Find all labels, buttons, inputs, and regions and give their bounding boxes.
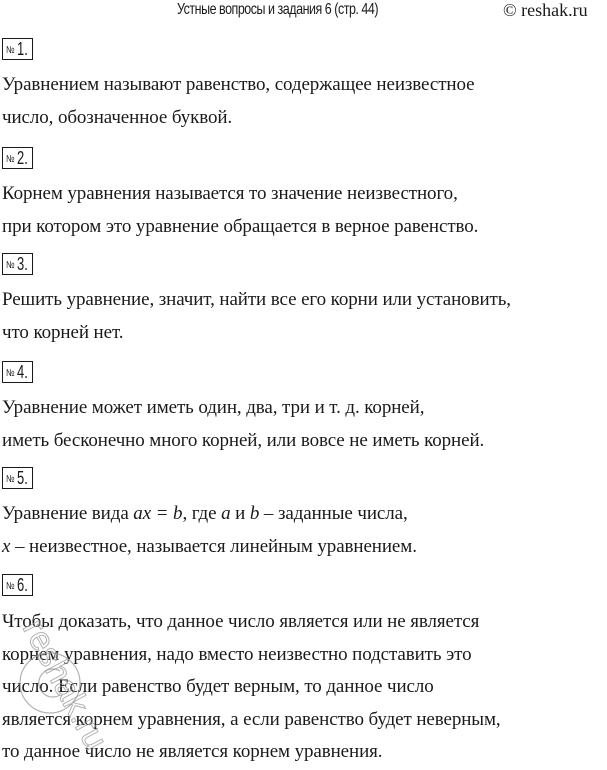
text-fragment: – заданные числа, — [259, 503, 408, 524]
number-sign: № — [6, 260, 15, 271]
task-number-badge — [2, 574, 33, 596]
answer-line: число. Если равенство будет верным, то данное число — [2, 676, 434, 697]
text-fragment: Уравнение вида — [2, 503, 134, 524]
number-sign: № — [6, 45, 15, 56]
task-number: 2. — [17, 148, 28, 168]
text-fragment: и — [230, 503, 250, 524]
answer-line: является корнем уравнения, а если равенство будет неверным, — [2, 708, 501, 730]
answer-line: корнем уравнения, надо вместо неизвестно подставить это — [2, 643, 472, 665]
variable-x: x — [2, 536, 11, 557]
answer-line: Решить уравнение, значит, найти все его корни или установить, — [2, 289, 511, 310]
variable-b: b — [249, 503, 260, 524]
answer-line — [2, 497, 417, 530]
svg-text:reshak.ru: reshak.ru — [14, 612, 116, 756]
answer-line: Корнем уравнения называется то значение неизвестного, — [2, 183, 458, 204]
page-header — [0, 0, 607, 22]
answer-line: Чтобы доказать, что данное число является или не является — [2, 611, 480, 632]
number-sign: № — [6, 368, 15, 379]
text-fragment: – неизвестное, называется линейным уравнением. — [10, 536, 417, 557]
task-answer — [2, 177, 478, 243]
page-title: Устные вопросы и задания 6 (стр. 44) — [177, 1, 379, 18]
task-number-badge — [2, 361, 33, 383]
task-number-badge — [2, 467, 33, 489]
task-number: 1. — [17, 39, 28, 59]
task-number: 6. — [17, 575, 28, 595]
task-answer — [2, 497, 417, 563]
answer-line: Уравнением называют равенство, содержащее неизвестное — [2, 74, 475, 95]
task-number-badge — [2, 38, 33, 60]
task-number-badge — [2, 147, 33, 169]
answer-line: число, обозначенное буквой. — [2, 107, 233, 128]
variable-a: a — [221, 503, 231, 524]
answer-line: при котором это уравнение обращается в верное равенство. — [2, 216, 479, 237]
task-number-badge — [2, 253, 33, 275]
task-number: 3. — [17, 254, 28, 274]
number-sign: № — [6, 581, 15, 592]
task-number: 4. — [17, 362, 28, 382]
answer-line: Уравнение может иметь один, два, три и т. д. корней, — [2, 397, 425, 418]
number-sign: № — [6, 154, 15, 165]
task-number: 5. — [17, 468, 28, 488]
number-sign: № — [6, 474, 15, 485]
text-fragment: , где — [182, 503, 222, 524]
formula: ax = b — [133, 503, 183, 524]
answer-line: что корней нет. — [2, 322, 124, 343]
task-answer — [2, 283, 511, 349]
answer-line — [2, 530, 417, 563]
task-answer — [2, 68, 474, 134]
task-answer — [2, 391, 484, 457]
copyright-notice: © reshak.ru — [503, 0, 588, 20]
task-answer — [2, 606, 501, 769]
answer-line: иметь бесконечно много корней, или вовсе не иметь корней. — [2, 430, 485, 451]
answer-line: то данное число не является корнем уравнения. — [2, 741, 383, 762]
